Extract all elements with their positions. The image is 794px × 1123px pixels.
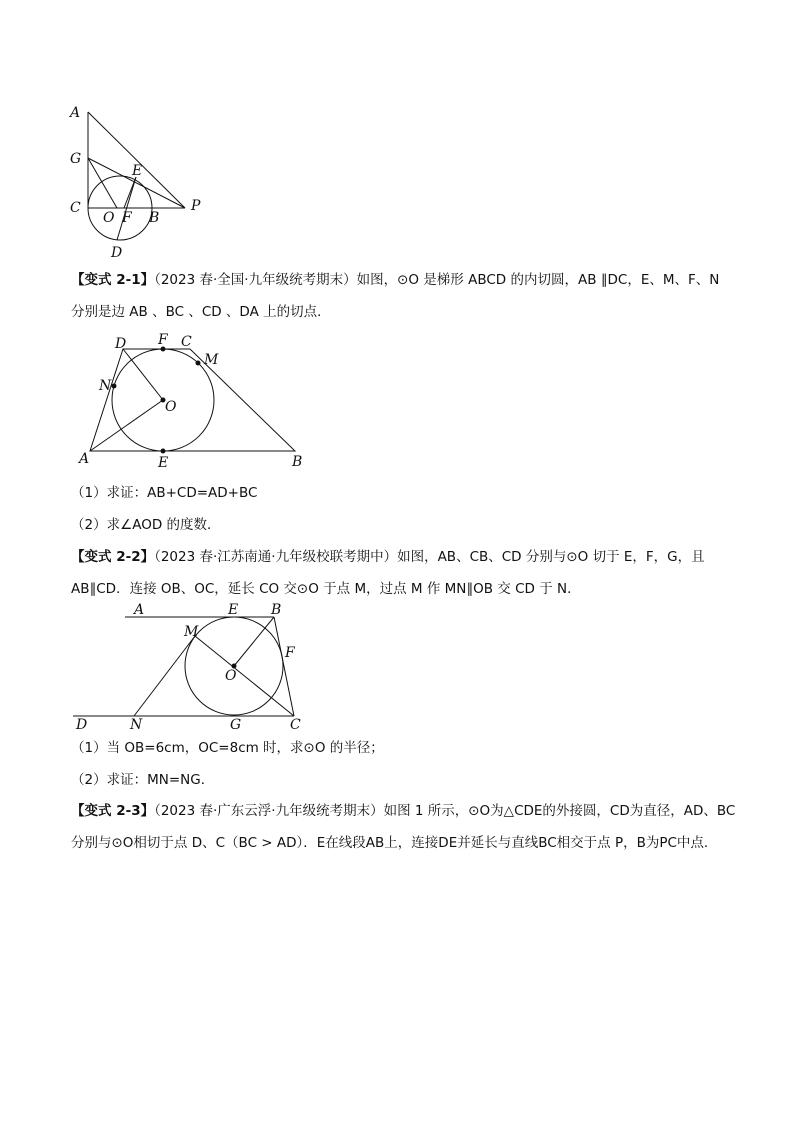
label-e: E	[158, 455, 169, 471]
variant-2-2-question-1: （1）当 OB=6cm，OC=8cm 时，求⊙O 的半径；	[71, 740, 384, 756]
segment-od	[123, 349, 163, 400]
label-d: D	[111, 245, 123, 261]
variant-2-1-text-1: （2023 春·全国·九年级统考期末）如图，⊙O 是梯形 ABCD 的内切圆，AB ∥DC，E、M、F、N	[154, 272, 720, 288]
label-o: O	[165, 399, 177, 415]
label-m: M	[204, 352, 219, 368]
segment-bc	[274, 617, 294, 716]
variant-2-2-line-2: AB∥CD．连接 OB、OC，延长 CO 交⊙O 于点 M，过点 M 作 MN∥OB 交 CD 于 N．	[71, 581, 581, 597]
label-b: B	[149, 210, 160, 226]
label-n: N	[130, 717, 143, 733]
segment-ob	[234, 617, 274, 666]
label-p: P	[191, 198, 201, 214]
label-g: G	[70, 151, 82, 167]
label-m: M	[184, 624, 199, 640]
label-c: C	[70, 200, 81, 216]
label-b: B	[292, 454, 303, 470]
point-n	[112, 384, 117, 389]
variant-2-2-tag: 【变式 2-2】	[71, 549, 155, 565]
label-e: E	[132, 163, 143, 179]
variant-2-3-tag: 【变式 2-3】	[71, 803, 155, 819]
label-d: D	[76, 717, 88, 733]
variant-2-1-question-2: （2）求∠AOD 的度数．	[71, 517, 221, 533]
label-e: E	[228, 602, 239, 618]
label-f: F	[285, 645, 295, 661]
variant-2-3-line-1	[71, 801, 736, 821]
figure-3	[68, 600, 318, 735]
label-d: D	[115, 336, 127, 352]
variant-2-2-text-1: （2023 春·江苏南通·九年级校联考期中）如图，AB、CB、CD 分别与⊙O 切于 E，F，G，且	[154, 549, 705, 565]
variant-2-2-question-2: （2）求证：MN=NG．	[71, 772, 215, 788]
segment-ap	[88, 112, 185, 208]
label-a: A	[134, 602, 145, 618]
label-o: O	[103, 210, 115, 226]
variant-2-1-line-2: 分别是边 AB 、BC 、CD 、DA 上的切点．	[71, 304, 331, 320]
label-a: A	[70, 105, 81, 121]
label-b: B	[271, 602, 282, 618]
variant-2-3-text-1: （2023 春·广东云浮·九年级统考期末）如图 1 所示，⊙O为△CDE的外接圆，CD为直径，AD、BC	[154, 803, 736, 819]
variant-2-1-tag: 【变式 2-1】	[71, 272, 155, 288]
label-f: F	[122, 210, 132, 226]
figure-1	[60, 95, 220, 265]
variant-2-1-line-1	[71, 270, 731, 290]
label-a: A	[79, 451, 90, 467]
label-c: C	[290, 717, 301, 733]
label-f: F	[158, 332, 168, 348]
figure-2	[70, 332, 320, 472]
point-m	[196, 361, 201, 366]
label-o: O	[225, 668, 237, 684]
segment-ef	[124, 177, 136, 208]
segment-oa	[90, 400, 163, 451]
trapezoid-abcd	[90, 349, 295, 451]
point-e	[161, 449, 166, 454]
label-g: G	[230, 717, 242, 733]
label-c: C	[181, 334, 192, 350]
variant-2-2-line-1	[71, 547, 731, 567]
label-n: N	[99, 378, 112, 394]
variant-2-1-question-1: （1）求证：AB+CD=AD+BC	[71, 485, 258, 501]
variant-2-3-line-2: 分别与⊙O相切于点 D、C（BC > AD）．E在线段AB上，连接DE并延长与直线BC相交于点 P，B为PC中点.	[71, 835, 709, 851]
